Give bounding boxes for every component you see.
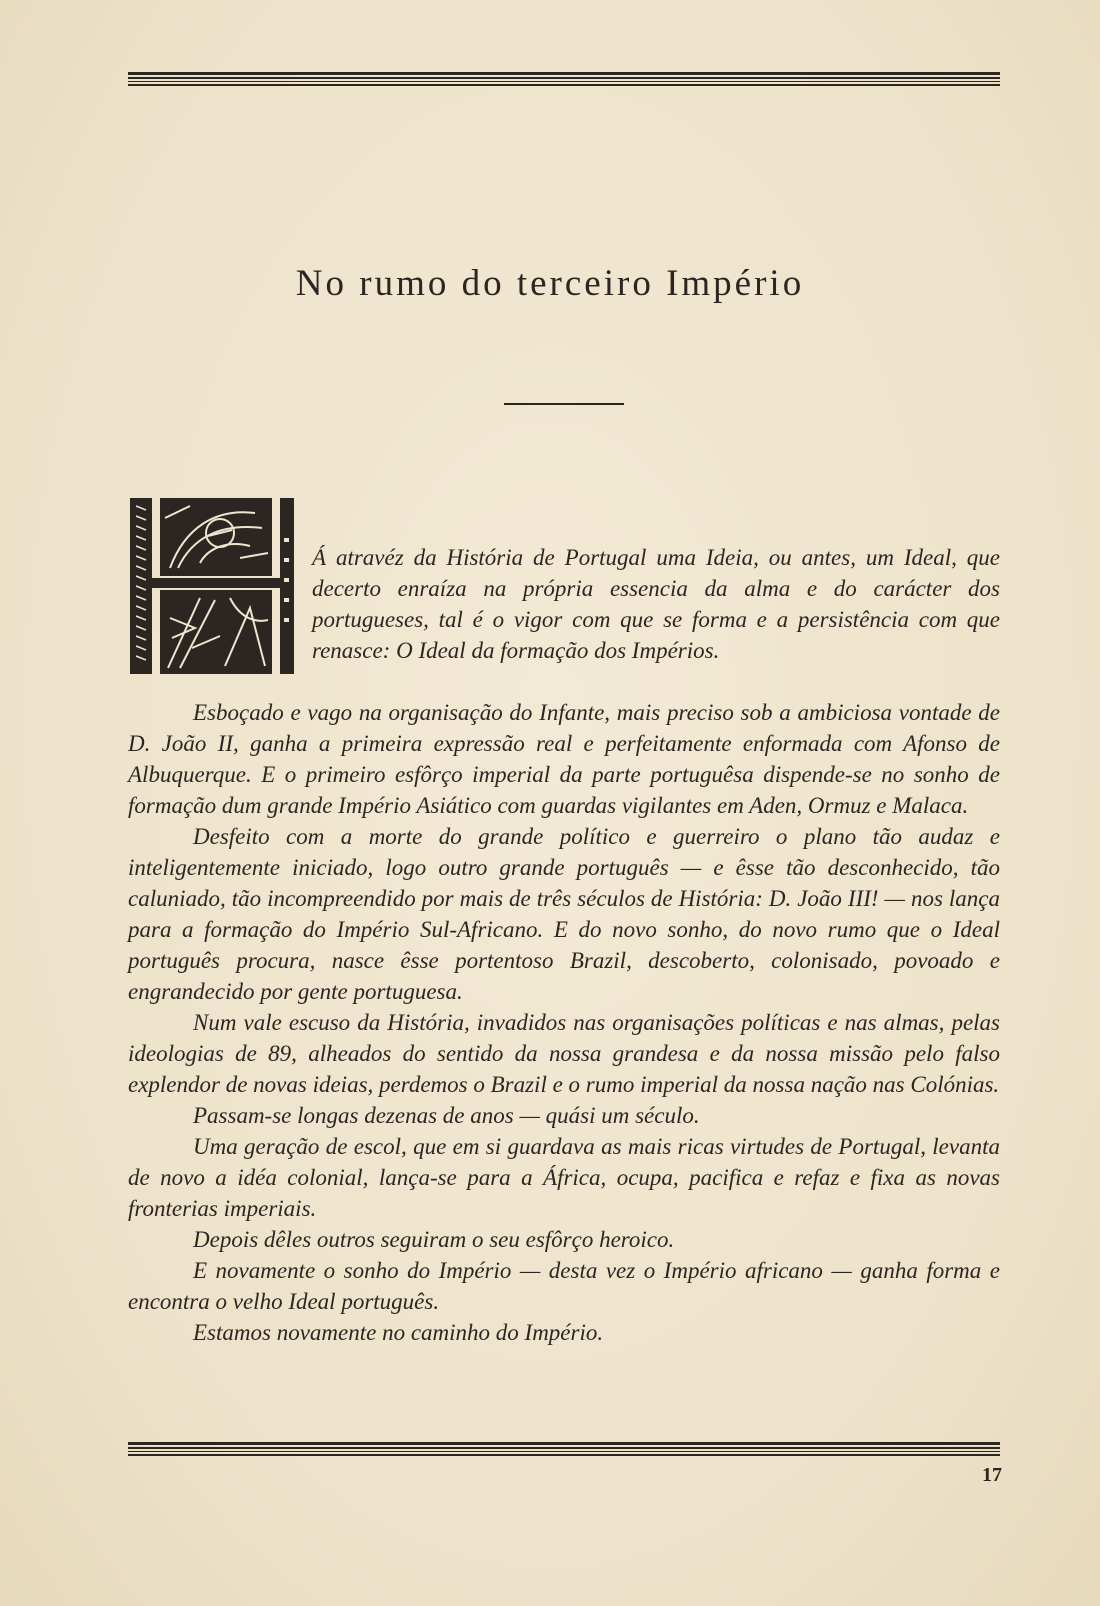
opening-paragraph: Á atravéz da História de Portugal uma Ideia, ou antes, um Ideal, que decerto enraíza na própria essencia da alma e do carácter dos portugueses, tal é o vigor com que se forma e a persistência com que renasce: O Ideal da formação dos Impérios. (312, 545, 1000, 663)
paragraph: Esboçado e vago na organisação do Infante, mais preciso sob a ambiciosa vontade de D. João II, ganha a primeira expressão real e perfeitamente enformada com Afonso de Albuquerque. E o primeiro esfôrço imperial da parte portuguêsa dispende-se no sonho de formação dum grande Império Asiático com guardas vigilantes em Aden, Ormuz e Malaca. (128, 700, 1000, 818)
paragraph: Estamos novamente no caminho do Império. (193, 1320, 604, 1345)
bottom-rule (128, 1442, 1000, 1456)
paragraph: E novamente o sonho do Império — desta vez o Império africano — ganha forma e encontra o velho Ideal português. (128, 1258, 1000, 1314)
paragraph: Desfeito com a morte do grande político e guerreiro o plano tão audaz e inteligentemente iniciado, logo outro grande português — e êsse tão desconhecido, tão caluniado, tão incompreendido por mais de três séculos de História: D. João III! — nos lança para a formação do Império Sul-Africano. E do novo sonho, do novo rumo que o Ideal português procura, nasce êsse portentoso Brazil, descoberto, colonisado, povoado e engrandecido por gente portuguesa. (128, 824, 1000, 1004)
paragraph: Depois dêles outros seguiram o seu esfôrço heroico. (193, 1227, 675, 1252)
paragraph: Num vale escuso da História, invadidos nas organisações políticas e nas almas, pelas ideologias de 89, alheados do sentido da nossa grandesa e da nossa missão pelo falso explendor de novas ideias, perdemos o Brazil e o rumo imperial da nossa nação nas Colónias. (128, 1010, 1000, 1097)
woodcut-initial-h-icon (130, 498, 302, 674)
top-rule (128, 72, 1000, 86)
title-divider (504, 403, 624, 405)
paragraph: Uma geração de escol, que em si guardava as mais ricas virtudes de Portugal, levanta de novo a idéa colonial, lança-se para a África, ocupa, pacifica e refaz e fixa as novas fronterias imperiais. (128, 1134, 1000, 1221)
body-text (128, 697, 1000, 1348)
paragraph: Passam-se longas dezenas de anos — quási um século. (193, 1103, 700, 1128)
page-title: No rumo do terceiro Império (295, 263, 805, 304)
page-number: 17 (982, 1464, 1002, 1486)
